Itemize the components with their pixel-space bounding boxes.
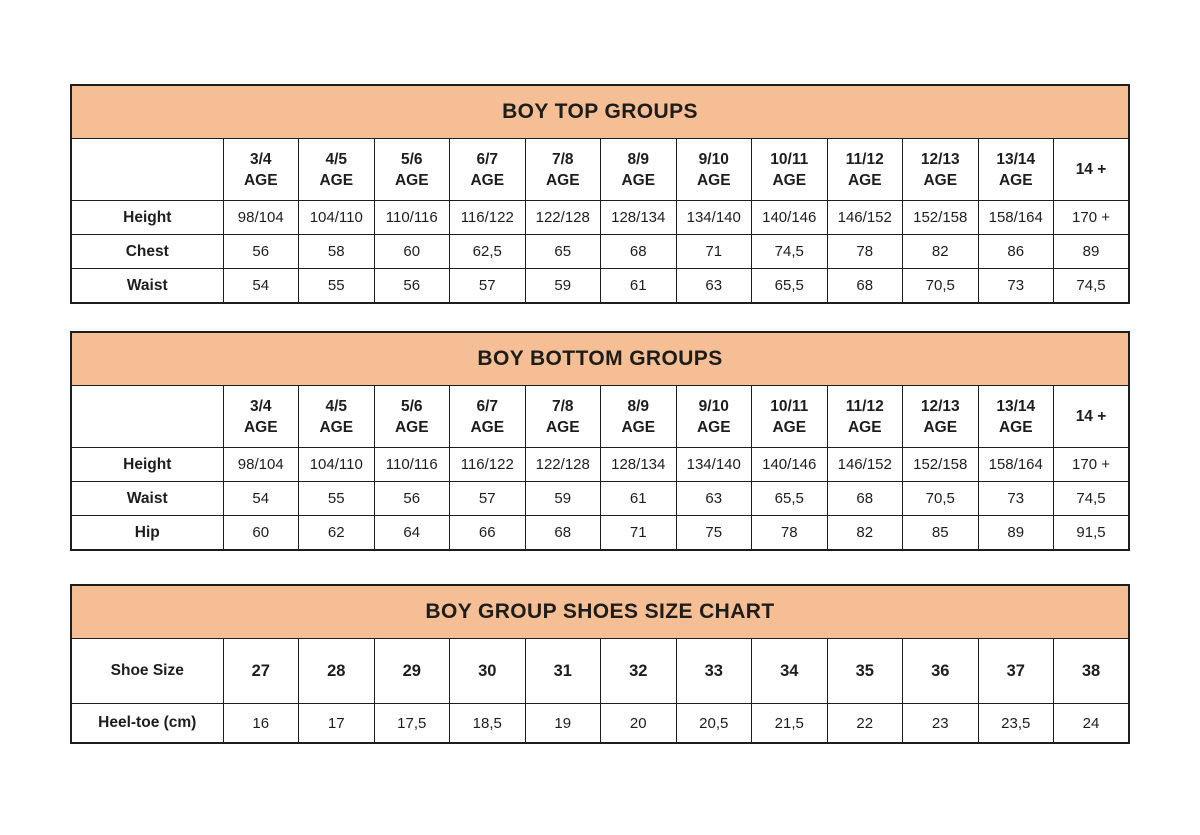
boy-bottom-groups-table [70,331,1130,551]
size-value-cell: 56 [223,235,299,269]
corner-cell [71,386,223,448]
age-label-line2: AGE [772,418,807,436]
age-column-header [827,139,903,201]
size-value-cell: 116/122 [450,201,526,235]
age-column-header [450,139,526,201]
size-value-cell: 23,5 [978,704,1054,744]
size-value-cell: 57 [450,482,526,516]
age-label-line1: 7/8 [551,397,574,415]
size-value-cell: 27 [223,639,299,704]
size-value-cell: 65,5 [752,269,828,304]
age-label-line1: 4/5 [325,397,348,415]
size-value-cell: 24 [1054,704,1130,744]
age-label-line2: AGE [243,418,278,436]
size-value-cell: 55 [299,269,375,304]
size-value-cell: 71 [676,235,752,269]
age-label-line2: AGE [998,418,1033,436]
size-value-cell: 152/158 [903,201,979,235]
age-column-header [525,386,601,448]
size-value-cell: 134/140 [676,448,752,482]
size-value-cell: 20 [601,704,677,744]
age-label-line1: 11/12 [845,150,884,168]
size-value-cell: 32 [601,639,677,704]
size-value-cell: 85 [903,516,979,551]
row-label: Shoe Size [71,639,223,704]
size-value-cell: 54 [223,482,299,516]
size-value-cell: 73 [978,482,1054,516]
size-value-cell: 74,5 [752,235,828,269]
size-value-cell: 56 [374,482,450,516]
size-value-cell: 16 [223,704,299,744]
table-title-row [71,332,1129,386]
age-column-header [752,386,828,448]
age-column-header [978,139,1054,201]
size-value-cell: 78 [827,235,903,269]
age-label-line1: 14 + [1075,161,1107,178]
age-label-line1: 3/4 [249,397,272,415]
size-value-cell: 128/134 [601,201,677,235]
size-value-cell: 89 [978,516,1054,551]
table-row [71,201,1129,235]
size-value-cell: 70,5 [903,482,979,516]
age-column-header [676,139,752,201]
size-value-cell: 116/122 [450,448,526,482]
age-label-line2: AGE [998,171,1033,189]
size-value-cell: 140/146 [752,448,828,482]
row-label: Chest [71,235,223,269]
age-column-header [299,139,375,201]
size-value-cell: 71 [601,516,677,551]
size-value-cell: 31 [525,639,601,704]
age-label-line2: AGE [394,418,429,436]
age-label-line2: AGE [319,418,354,436]
size-value-cell: 146/152 [827,201,903,235]
age-label-line2: AGE [319,171,354,189]
age-label-line1: 8/9 [627,150,650,168]
age-label-line1: 9/10 [698,397,729,415]
size-value-cell: 86 [978,235,1054,269]
size-value-cell: 55 [299,482,375,516]
age-column-header [827,386,903,448]
age-label-line1: 12/13 [920,150,960,168]
age-label-line1: 5/6 [400,150,423,168]
table-title: BOY TOP GROUPS [71,85,1129,139]
size-value-cell: 61 [601,269,677,304]
age-label-line2: AGE [621,171,656,189]
size-value-cell: 18,5 [450,704,526,744]
size-value-cell: 140/146 [752,201,828,235]
age-label-line2: AGE [696,418,731,436]
age-label-line2: AGE [923,171,958,189]
age-column-header [752,139,828,201]
size-value-cell: 152/158 [903,448,979,482]
age-label-line1: 10/11 [770,397,809,415]
age-label-line1: 14 + [1075,408,1107,425]
age-label-line1: 8/9 [627,397,650,415]
size-value-cell: 29 [374,639,450,704]
size-value-cell: 59 [525,482,601,516]
size-value-cell: 17,5 [374,704,450,744]
age-label-line2: AGE [243,171,278,189]
size-value-cell: 170 + [1054,201,1130,235]
age-label-line1: 9/10 [698,150,729,168]
size-value-cell: 158/164 [978,448,1054,482]
size-value-cell: 146/152 [827,448,903,482]
size-value-cell: 89 [1054,235,1130,269]
age-label-line2: AGE [923,418,958,436]
size-value-cell: 33 [676,639,752,704]
age-label-line2: AGE [847,418,882,436]
size-value-cell: 128/134 [601,448,677,482]
age-label-line1: 13/14 [996,150,1036,168]
age-label-line1: 3/4 [249,150,272,168]
table-row [71,482,1129,516]
row-label: Waist [71,482,223,516]
table-row [71,516,1129,551]
table-title: BOY BOTTOM GROUPS [71,332,1129,386]
age-label-line2: AGE [470,418,505,436]
table-row [71,704,1129,744]
age-label-line1: 10/11 [770,150,809,168]
row-label: Height [71,448,223,482]
boy-shoes-size-chart-table [70,584,1130,744]
age-label-line2: AGE [772,171,807,189]
age-label-line1: 6/7 [476,397,499,415]
age-column-header [978,386,1054,448]
row-label: Waist [71,269,223,304]
age-label-line1: 11/12 [845,397,884,415]
row-label: Heel-toe (cm) [71,704,223,744]
size-value-cell: 37 [978,639,1054,704]
size-value-cell: 64 [374,516,450,551]
row-label: Hip [71,516,223,551]
age-column-header [903,139,979,201]
table-row [71,235,1129,269]
size-value-cell: 110/116 [374,448,450,482]
size-value-cell: 104/110 [299,201,375,235]
age-header-row [71,139,1129,201]
size-value-cell: 78 [752,516,828,551]
size-value-cell: 35 [827,639,903,704]
age-column-header [676,386,752,448]
age-label-line2: AGE [847,171,882,189]
size-value-cell: 21,5 [752,704,828,744]
size-value-cell: 59 [525,269,601,304]
age-label-line1: 7/8 [551,150,574,168]
size-value-cell: 98/104 [223,448,299,482]
table-row [71,269,1129,304]
age-column-header [223,386,299,448]
size-value-cell: 63 [676,269,752,304]
size-value-cell: 36 [903,639,979,704]
size-value-cell: 60 [223,516,299,551]
size-value-cell: 19 [525,704,601,744]
size-value-cell: 63 [676,482,752,516]
age-label-line1: 4/5 [325,150,348,168]
size-value-cell: 73 [978,269,1054,304]
size-value-cell: 65,5 [752,482,828,516]
size-value-cell: 65 [525,235,601,269]
size-value-cell: 23 [903,704,979,744]
size-value-cell: 60 [374,235,450,269]
age-label-line1: 6/7 [476,150,499,168]
size-value-cell: 70,5 [903,269,979,304]
age-label-line1: 13/14 [996,397,1036,415]
age-column-header [1054,139,1130,201]
age-label-line2: AGE [621,418,656,436]
age-label-line1: 5/6 [400,397,423,415]
age-column-header [374,139,450,201]
size-value-cell: 54 [223,269,299,304]
size-value-cell: 61 [601,482,677,516]
age-label-line2: AGE [545,418,580,436]
size-value-cell: 68 [601,235,677,269]
age-column-header [903,386,979,448]
age-column-header [223,139,299,201]
size-value-cell: 68 [827,482,903,516]
row-label: Height [71,201,223,235]
size-value-cell: 28 [299,639,375,704]
size-value-cell: 110/116 [374,201,450,235]
size-value-cell: 104/110 [299,448,375,482]
age-column-header [601,386,677,448]
age-label-line2: AGE [470,171,505,189]
age-label-line2: AGE [545,171,580,189]
table-title-row [71,585,1129,639]
size-value-cell: 38 [1054,639,1130,704]
table-title: BOY GROUP SHOES SIZE CHART [71,585,1129,639]
size-value-cell: 66 [450,516,526,551]
table-row [71,639,1129,704]
corner-cell [71,139,223,201]
size-value-cell: 68 [525,516,601,551]
size-value-cell: 34 [752,639,828,704]
size-value-cell: 158/164 [978,201,1054,235]
size-value-cell: 122/128 [525,201,601,235]
age-label-line2: AGE [394,171,429,189]
size-value-cell: 58 [299,235,375,269]
age-column-header [1054,386,1130,448]
size-value-cell: 134/140 [676,201,752,235]
age-label-line2: AGE [696,171,731,189]
boy-top-groups-table [70,84,1130,304]
size-value-cell: 91,5 [1054,516,1130,551]
size-value-cell: 82 [827,516,903,551]
size-value-cell: 62,5 [450,235,526,269]
size-value-cell: 56 [374,269,450,304]
size-value-cell: 122/128 [525,448,601,482]
age-column-header [299,386,375,448]
size-value-cell: 98/104 [223,201,299,235]
size-value-cell: 68 [827,269,903,304]
size-value-cell: 30 [450,639,526,704]
size-value-cell: 170 + [1054,448,1130,482]
table-title-row [71,85,1129,139]
size-value-cell: 74,5 [1054,482,1130,516]
size-value-cell: 20,5 [676,704,752,744]
age-column-header [450,386,526,448]
table-row [71,448,1129,482]
size-value-cell: 22 [827,704,903,744]
age-label-line1: 12/13 [920,397,960,415]
age-column-header [601,139,677,201]
size-value-cell: 82 [903,235,979,269]
size-value-cell: 57 [450,269,526,304]
size-value-cell: 75 [676,516,752,551]
size-value-cell: 62 [299,516,375,551]
age-column-header [525,139,601,201]
age-column-header [374,386,450,448]
size-value-cell: 17 [299,704,375,744]
size-value-cell: 74,5 [1054,269,1130,304]
age-header-row [71,386,1129,448]
